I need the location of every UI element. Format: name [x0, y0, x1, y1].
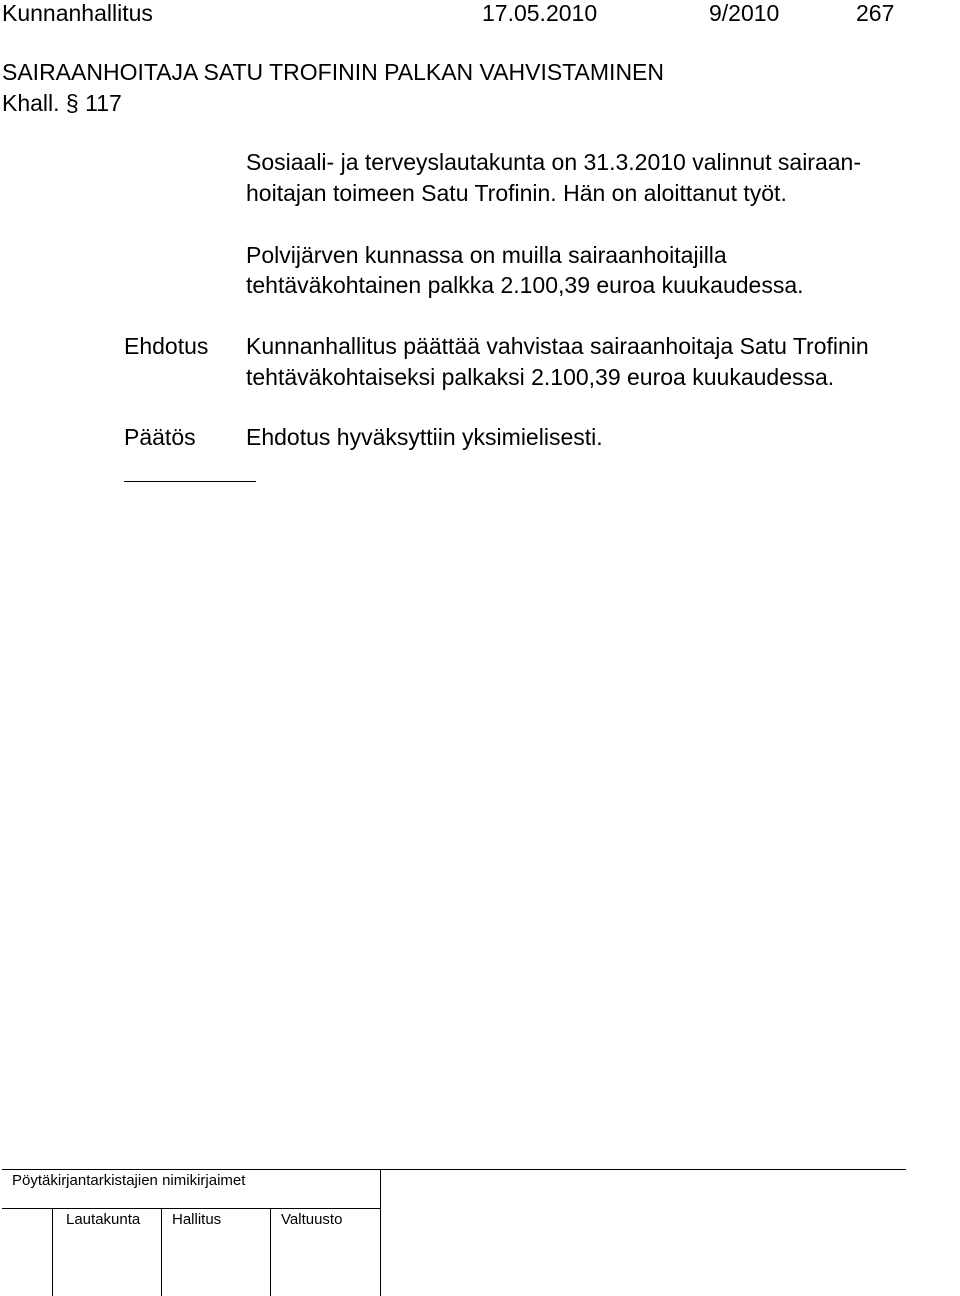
header-page-number: 267: [856, 0, 895, 26]
footer-col-valtuusto: Valtuusto: [281, 1211, 343, 1228]
footer-divider-right: [380, 1169, 381, 1209]
section-reference: Khall. § 117: [2, 90, 122, 116]
header-body: Kunnanhallitus: [2, 0, 153, 26]
paragraph-1-line-1: Sosiaali- ja terveyslautakunta on 31.3.2010 valinnut sairaan-: [246, 149, 861, 175]
footer-col-hallitus: Hallitus: [172, 1211, 222, 1228]
proposal-line-2: tehtäväkohtaiseksi palkaksi 2.100,39 euroa kuukaudessa.: [246, 364, 835, 390]
footer-col-divider-1: [52, 1208, 53, 1296]
header-date: 17.05.2010: [482, 0, 598, 26]
footer-col-divider-2: [161, 1208, 162, 1296]
proposal-line-1: Kunnanhallitus päättää vahvistaa sairaanhoitaja Satu Trofinin: [246, 333, 869, 359]
decision-text: Ehdotus hyväksyttiin yksimielisesti.: [246, 424, 603, 450]
paragraph-2-line-1: Polvijärven kunnassa on muilla sairaanhoitajilla: [246, 242, 727, 268]
footer-col-lautakunta: Lautakunta: [66, 1211, 141, 1228]
footer-title: Pöytäkirjantarkistajien nimikirjaimet: [12, 1172, 246, 1189]
paragraph-1-line-2: hoitajan toimeen Satu Trofinin. Hän on aloittanut työt.: [246, 180, 787, 206]
header-issue: 9/2010: [709, 0, 780, 26]
footer-col-divider-4: [380, 1208, 381, 1296]
footer-mid-rule: [2, 1208, 381, 1209]
footer-col-divider-3: [270, 1208, 271, 1296]
paragraph-2-line-2: tehtäväkohtainen palkka 2.100,39 euroa kuukaudessa.: [246, 272, 804, 298]
decision-separator: [124, 481, 256, 482]
decision-label: Päätös: [124, 424, 196, 450]
footer-top-rule: [2, 1169, 906, 1170]
proposal-label: Ehdotus: [124, 333, 209, 359]
section-title: SAIRAANHOITAJA SATU TROFININ PALKAN VAHVISTAMINEN: [2, 59, 665, 85]
